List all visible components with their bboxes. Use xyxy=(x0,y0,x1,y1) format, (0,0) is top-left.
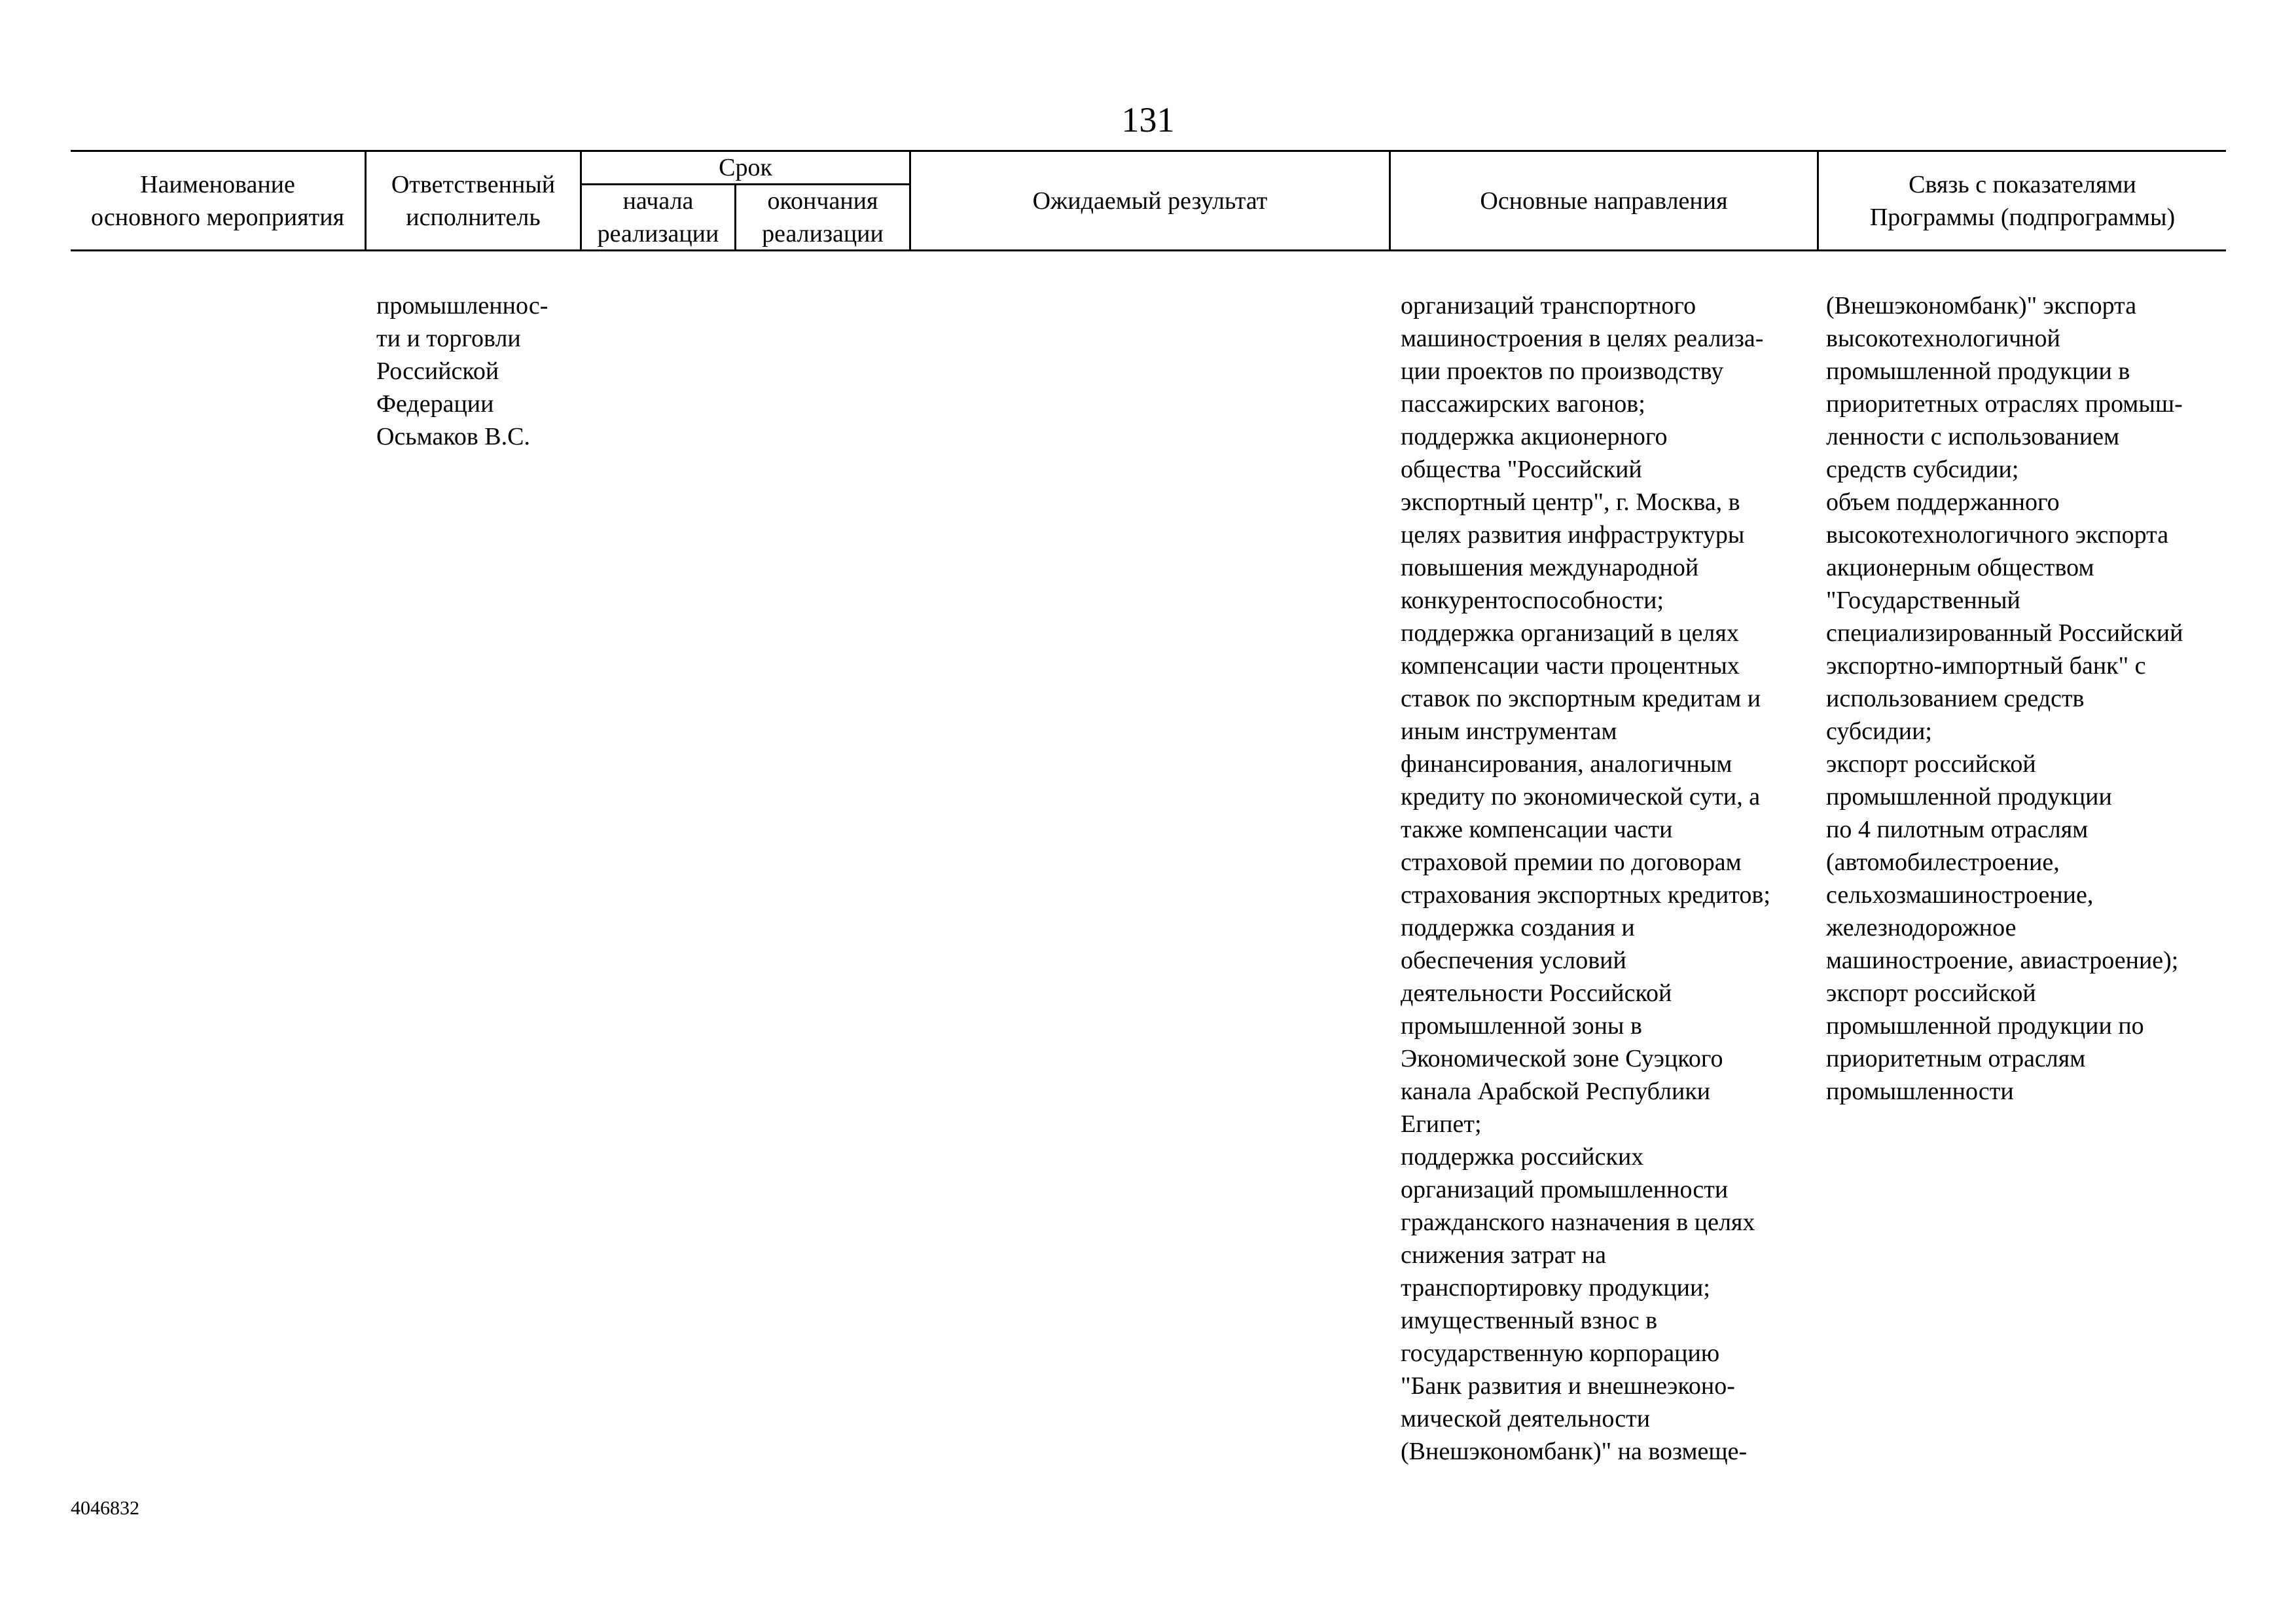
indicators-cell xyxy=(1826,289,2225,1108)
header-indicators: Связь с показателями Программы (подпрограммы) xyxy=(1869,170,2176,231)
text-line: Российской xyxy=(376,357,499,385)
text-line: имущественный взнос в xyxy=(1401,1307,1658,1334)
header-name: Наименование основного мероприятия xyxy=(90,170,345,231)
table-header-bottom-rule xyxy=(71,249,2226,251)
text-line: ставок по экспортным кредитам и xyxy=(1401,685,1761,712)
header-main-directions: Основные направления xyxy=(1480,187,1728,215)
text-line: сельхозмашиностроение, xyxy=(1826,881,2094,909)
text-line: целях развития инфраструктуры xyxy=(1401,521,1745,549)
text-line: страховой премии по договорам xyxy=(1401,848,1742,876)
text-line: промышленной продукции xyxy=(1826,783,2112,811)
text-line: (автомобилестроение, xyxy=(1826,848,2060,876)
text-line: железнодорожное xyxy=(1826,914,2017,941)
text-line: поддержка акционерного xyxy=(1401,423,1668,450)
text-line: акционерным обществом xyxy=(1826,554,2094,581)
text-line: организаций транспортного xyxy=(1401,292,1696,319)
text-line: гражданского назначения в целях xyxy=(1401,1209,1755,1236)
header-expected-result: Ожидаемый результат xyxy=(1032,187,1268,215)
text-line: общества "Российский xyxy=(1401,456,1642,483)
document-code: 4046832 xyxy=(71,1497,139,1519)
text-line: повышения международной xyxy=(1401,554,1699,581)
header-term-end: окончания реализации xyxy=(762,187,884,247)
text-line: приоритетным отраслям xyxy=(1826,1045,2086,1072)
text-line: ти и торговли xyxy=(376,325,521,352)
text-line: высокотехнологичного экспорта xyxy=(1826,521,2169,549)
text-line: субсидии; xyxy=(1826,718,1932,745)
text-line: экспортно-импортный банк" с xyxy=(1826,652,2146,680)
text-line: Экономической зоне Суэцкого xyxy=(1401,1045,1723,1072)
text-line: мической деятельности xyxy=(1401,1405,1651,1432)
text-line: экспорт российской xyxy=(1826,750,2036,778)
text-line: компенсации части процентных xyxy=(1401,652,1740,680)
text-line: "Банк развития и внешнеэконо- xyxy=(1401,1372,1735,1400)
text-line: промышленной зоны в xyxy=(1401,1012,1642,1040)
text-line: средств субсидии; xyxy=(1826,456,2019,483)
page-number: 131 xyxy=(1121,100,1175,139)
text-line: промышленной продукции по xyxy=(1826,1012,2144,1040)
text-line: государственную корпорацию xyxy=(1401,1340,1720,1367)
text-line: экспортный центр", г. Москва, в xyxy=(1401,488,1740,516)
header-term-start: начала реализации xyxy=(597,187,719,247)
text-line: финансирования, аналогичным xyxy=(1401,750,1732,778)
text-line: (Внешэкономбанк)" на возмеще- xyxy=(1401,1438,1748,1465)
text-line: машиностроение, авиастроение); xyxy=(1826,947,2179,974)
main-directions-cell xyxy=(1401,289,1820,1468)
text-line: кредиту по экономической сути, а xyxy=(1401,783,1761,811)
text-line: по 4 пилотным отраслям xyxy=(1826,816,2089,843)
text-line: деятельности Российской xyxy=(1401,979,1672,1007)
text-line: поддержка организаций в целях xyxy=(1401,619,1739,647)
text-line: канала Арабской Республики xyxy=(1401,1078,1711,1105)
text-line: (Внешэкономбанк)" экспорта xyxy=(1826,292,2137,319)
text-line: пассажирских вагонов; xyxy=(1401,390,1645,418)
text-line: специализированный Российский xyxy=(1826,619,2183,647)
text-line: страхования экспортных кредитов; xyxy=(1401,881,1770,909)
text-line: иным инструментам xyxy=(1401,718,1617,745)
responsible-cell xyxy=(376,289,573,453)
text-line: Федерации xyxy=(376,390,494,418)
text-line: машиностроения в целях реализа- xyxy=(1401,325,1764,352)
text-line: транспортировку продукции; xyxy=(1401,1274,1710,1302)
text-line: экспорт российской xyxy=(1826,979,2036,1007)
text-line: конкурентоспособности; xyxy=(1401,587,1664,614)
text-line: использованием средств xyxy=(1826,685,2085,712)
text-line: ленности с использованием xyxy=(1826,423,2120,450)
text-line: промышленности xyxy=(1826,1078,2014,1105)
text-line: промышленной продукции в xyxy=(1826,357,2130,385)
text-line: организаций промышленности xyxy=(1401,1176,1729,1203)
text-line: "Государственный xyxy=(1826,587,2020,614)
text-line: поддержка создания и xyxy=(1401,914,1635,941)
header-responsible: Ответственный исполнитель xyxy=(391,170,556,231)
text-line: ции проектов по производству xyxy=(1401,357,1724,385)
text-line: обеспечения условий xyxy=(1401,947,1626,974)
header-term: Срок xyxy=(719,154,772,181)
text-line: приоритетных отраслях промыш- xyxy=(1826,390,2183,418)
text-line: поддержка российских xyxy=(1401,1143,1644,1171)
text-line: промышленнос- xyxy=(376,292,548,319)
text-line: также компенсации части xyxy=(1401,816,1673,843)
text-line: Осьмаков В.С. xyxy=(376,423,530,450)
text-line: высокотехнологичной xyxy=(1826,325,2060,352)
text-line: снижения затрат на xyxy=(1401,1241,1606,1269)
text-line: объем поддержанного xyxy=(1826,488,2060,516)
text-line: Египет; xyxy=(1401,1110,1482,1138)
